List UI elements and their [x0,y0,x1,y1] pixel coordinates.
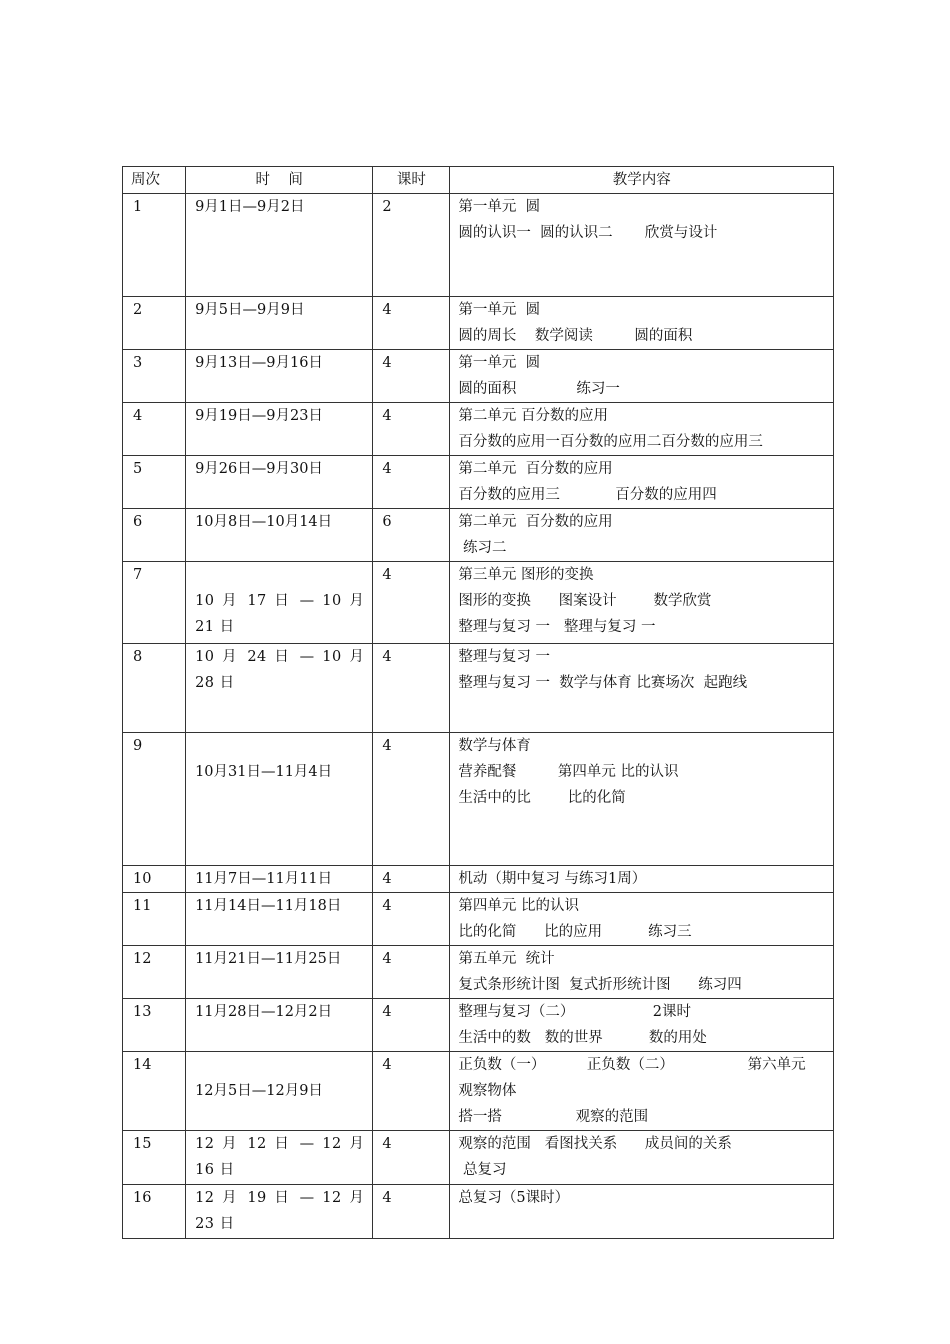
content-line: 整理与复习 一 [458,649,551,665]
content-line: 圆的面积 练习一 [458,381,620,397]
content-line: 第二单元 百分数的应用 [458,408,609,424]
date-cell [186,866,373,893]
content-cell [450,999,834,1052]
content-line: 整理与复习 一 数学与体育 比赛场次 起跑线 [458,675,748,691]
content-line: 正负数（一） 正负数（二） 第六单元 [458,1057,806,1073]
date-text: 9月5日—9月9日 [195,302,305,318]
date-cell [186,403,373,456]
content-cell [450,866,834,893]
week-cell: 4 [123,403,186,456]
date-cell [186,1052,373,1131]
table-row [123,1052,834,1131]
content-cell [450,733,834,866]
date-cell [186,297,373,350]
table-row [123,350,834,403]
content-line: 数学与体育 [458,738,531,754]
hours-cell: 2 [373,194,450,297]
table-row [123,297,834,350]
hours-cell: 4 [373,403,450,456]
date-text: 10月8日—10月14日 [195,514,333,530]
content-line: 观察物体 [458,1083,517,1099]
date-cell [186,509,373,562]
hours-cell: 4 [373,893,450,946]
week-cell: 5 [123,456,186,509]
week-cell: 9 [123,733,186,866]
week-cell: 1 [123,194,186,297]
header-date: 时 间 [186,167,373,194]
content-line: 第二单元 百分数的应用 [458,461,613,477]
content-line: 机动（期中复习 与练习1周） [458,871,647,887]
date-text: 12月5日—12月9日 [195,1083,323,1099]
content-line: 图形的变换 图案设计 数学欣赏 [458,593,712,609]
date-text: 11月14日—11月18日 [195,898,342,914]
table-row [123,866,834,893]
content-line: 复式条形统计图 复式折形统计图 练习四 [458,977,742,993]
content-cell [450,562,834,644]
content-line: 圆的认识一 圆的认识二 欣赏与设计 [458,225,718,241]
content-cell [450,509,834,562]
week-cell: 15 [123,1131,186,1185]
content-cell [450,297,834,350]
hours-cell: 4 [373,866,450,893]
table-row [123,893,834,946]
header-hours: 课时 [373,167,450,194]
date-text: 12 月 19 日 — 12 月 23 日 [195,1190,365,1232]
week-cell: 3 [123,350,186,403]
content-line: 整理与复习 一 整理与复习 一 [458,619,656,635]
content-line: 第一单元 圆 [458,355,541,371]
table-row [123,194,834,297]
date-text: 10 月 24 日 — 10 月 28 日 [195,649,365,691]
content-line: 比的化简 比的应用 练习三 [458,924,692,940]
table-row [123,946,834,999]
week-cell: 11 [123,893,186,946]
content-line: 第二单元 百分数的应用 [458,514,613,530]
date-text: 9月26日—9月30日 [195,461,323,477]
hours-cell: 4 [373,644,450,733]
date-cell [186,1131,373,1185]
content-cell [450,893,834,946]
table-row [123,456,834,509]
date-text: 10月31日—11月4日 [195,764,333,780]
hours-cell: 4 [373,999,450,1052]
header-row [123,167,834,194]
date-cell [186,946,373,999]
date-cell [186,644,373,733]
date-cell [186,194,373,297]
hours-cell: 4 [373,456,450,509]
content-line: 第一单元 圆 [458,199,541,215]
hours-cell: 6 [373,509,450,562]
date-text: 9月1日—9月2日 [195,199,305,215]
hours-cell: 4 [373,946,450,999]
content-line: 生活中的比 比的化简 [458,790,626,806]
content-line: 营养配餐 第四单元 比的认识 [458,764,679,780]
date-cell [186,1185,373,1239]
date-text: 11月28日—12月2日 [195,1004,333,1020]
week-cell: 7 [123,562,186,644]
hours-cell: 4 [373,562,450,644]
content-cell [450,1052,834,1131]
table-row [123,562,834,644]
week-cell: 13 [123,999,186,1052]
table-row [123,999,834,1052]
content-line: 百分数的应用三 百分数的应用四 [458,487,717,503]
content-cell [450,194,834,297]
hours-cell: 4 [373,350,450,403]
date-cell [186,350,373,403]
content-line: 练习二 [458,540,507,556]
content-cell [450,403,834,456]
content-cell [450,946,834,999]
date-text: 10 月 17 日 — 10 月 21 日 [195,593,365,635]
table-row [123,733,834,866]
content-line: 第四单元 比的认识 [458,898,580,914]
hours-cell: 4 [373,297,450,350]
week-cell: 14 [123,1052,186,1131]
week-cell: 12 [123,946,186,999]
table-row [123,403,834,456]
table-row [123,1131,834,1185]
date-cell [186,562,373,644]
content-line: 圆的周长 数学阅读 圆的面积 [458,328,693,344]
week-cell: 16 [123,1185,186,1239]
content-line: 整理与复习（二） 2课时 [458,1004,692,1020]
date-text: 11月21日—11月25日 [195,951,342,967]
content-cell [450,350,834,403]
table-row [123,1185,834,1239]
table-row [123,644,834,733]
week-cell: 10 [123,866,186,893]
content-line: 生活中的数 数的世界 数的用处 [458,1030,707,1046]
week-cell: 2 [123,297,186,350]
content-cell [450,1185,834,1239]
content-line: 总复习 [458,1162,507,1178]
content-cell [450,644,834,733]
hours-cell: 4 [373,1131,450,1185]
hours-cell: 4 [373,733,450,866]
hours-cell: 4 [373,1052,450,1131]
schedule-body [123,194,834,1239]
date-text: 9月19日—9月23日 [195,408,323,424]
teaching-schedule-table [122,166,834,1239]
table-row [123,509,834,562]
date-cell [186,456,373,509]
content-line: 第五单元 统计 [458,951,555,967]
content-line: 总复习（5课时） [458,1190,570,1206]
week-cell: 6 [123,509,186,562]
content-line: 第三单元 图形的变换 [458,567,594,583]
content-line: 观察的范围 看图找关系 成员间的关系 [458,1136,732,1152]
content-line: 搭一搭 观察的范围 [458,1109,649,1125]
content-line: 百分数的应用一百分数的应用二百分数的应用三 [458,434,763,450]
date-cell [186,733,373,866]
header-week: 周次 [123,167,186,194]
date-text: 11月7日—11月11日 [195,871,333,887]
content-line: 第一单元 圆 [458,302,541,318]
date-cell [186,999,373,1052]
content-cell [450,1131,834,1185]
header-content: 教学内容 [450,167,834,194]
date-text: 9月13日—9月16日 [195,355,323,371]
week-cell: 8 [123,644,186,733]
hours-cell: 4 [373,1185,450,1239]
content-cell [450,456,834,509]
date-cell [186,893,373,946]
date-text: 12 月 12 日 — 12 月 16 日 [195,1136,365,1178]
